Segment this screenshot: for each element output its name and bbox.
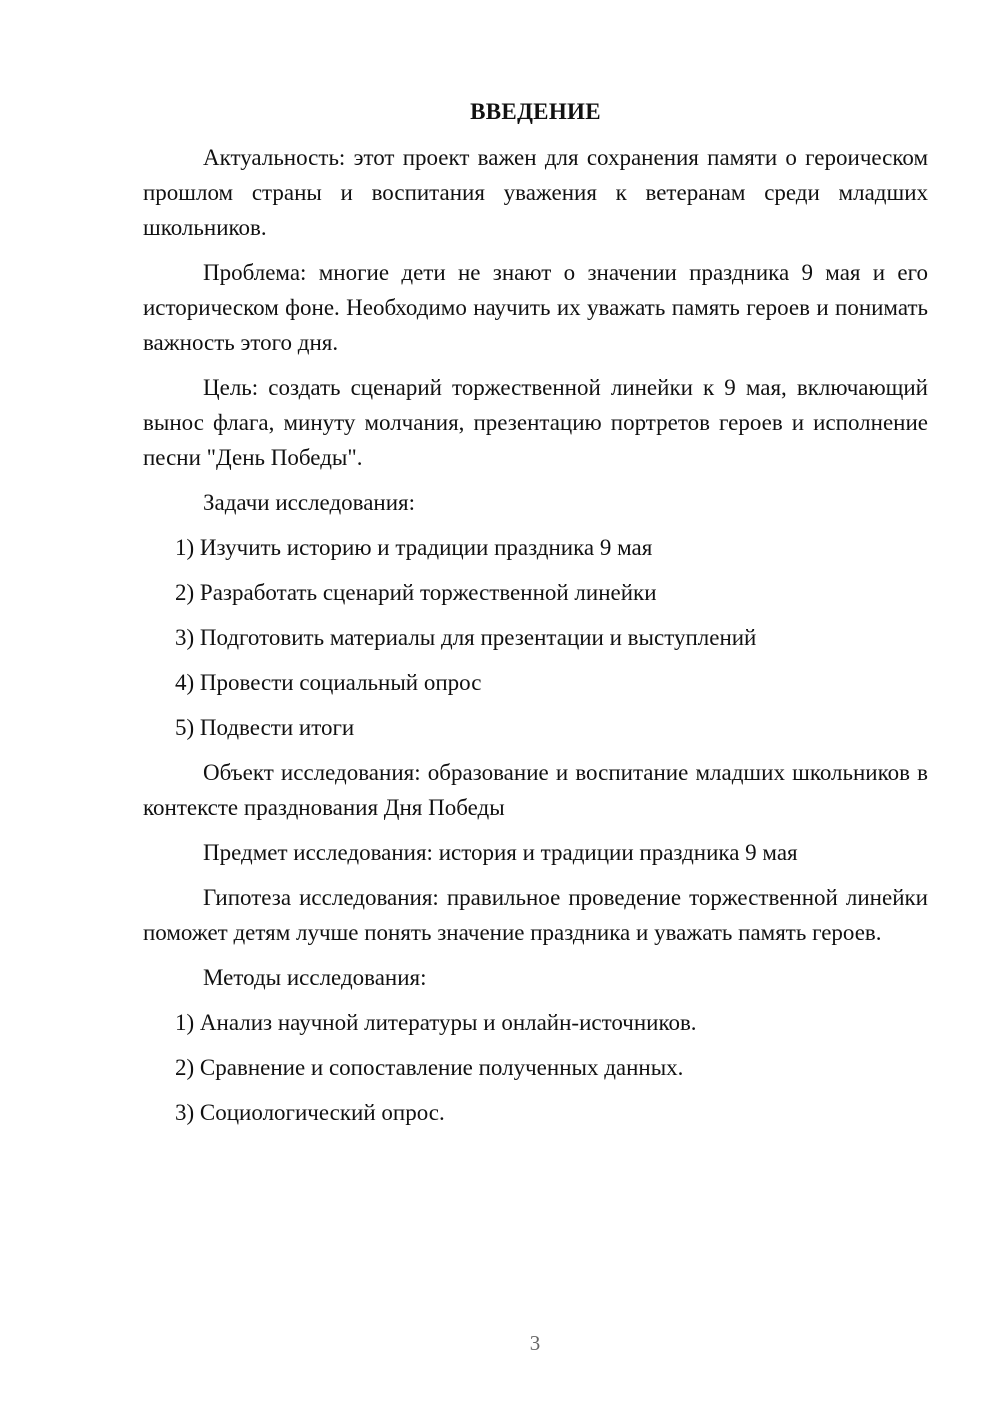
object-paragraph: Объект исследования: образование и воспитание младших школьников в контексте празднования Дня Победы	[143, 760, 928, 820]
method-item: 3) Социологический опрос.	[175, 1100, 445, 1125]
page-number: 3	[529, 1331, 541, 1355]
problem-paragraph: Проблема: многие дети не знают о значении праздника 9 мая и его историческом фоне. Необходимо научить их уважать память героев и понимать важность этого дня.	[143, 260, 928, 355]
methods-label: Методы исследования:	[203, 965, 427, 990]
method-item: 1) Анализ научной литературы и онлайн-источников.	[175, 1010, 697, 1035]
task-item: 4) Провести социальный опрос	[175, 670, 482, 695]
method-item: 2) Сравнение и сопоставление полученных данных.	[175, 1055, 684, 1080]
task-item: 1) Изучить историю и традиции праздника 9 мая	[175, 535, 653, 560]
goal-paragraph: Цель: создать сценарий торжественной линейки к 9 мая, включающий вынос флага, минуту молчания, презентацию портретов героев и исполнение песни "День Победы".	[143, 375, 928, 470]
relevance-paragraph: Актуальность: этот проект важен для сохранения памяти о героическом прошлом страны и воспитания уважения к ветеранам среди младших школьников.	[143, 145, 928, 240]
hypothesis-paragraph: Гипотеза исследования: правильное проведение торжественной линейки поможет детям лучше понять значение праздника и уважать память героев.	[143, 885, 928, 945]
task-item: 2) Разработать сценарий торжественной линейки	[175, 580, 657, 605]
task-item: 5) Подвести итоги	[175, 715, 355, 740]
document-body	[143, 94, 928, 1140]
tasks-label: Задачи исследования:	[203, 490, 416, 515]
task-item: 3) Подготовить материалы для презентации и выступлений	[175, 625, 757, 650]
subject-paragraph: Предмет исследования: история и традиции праздника 9 мая	[203, 840, 798, 865]
section-heading: ВВЕДЕНИЕ	[470, 99, 601, 124]
